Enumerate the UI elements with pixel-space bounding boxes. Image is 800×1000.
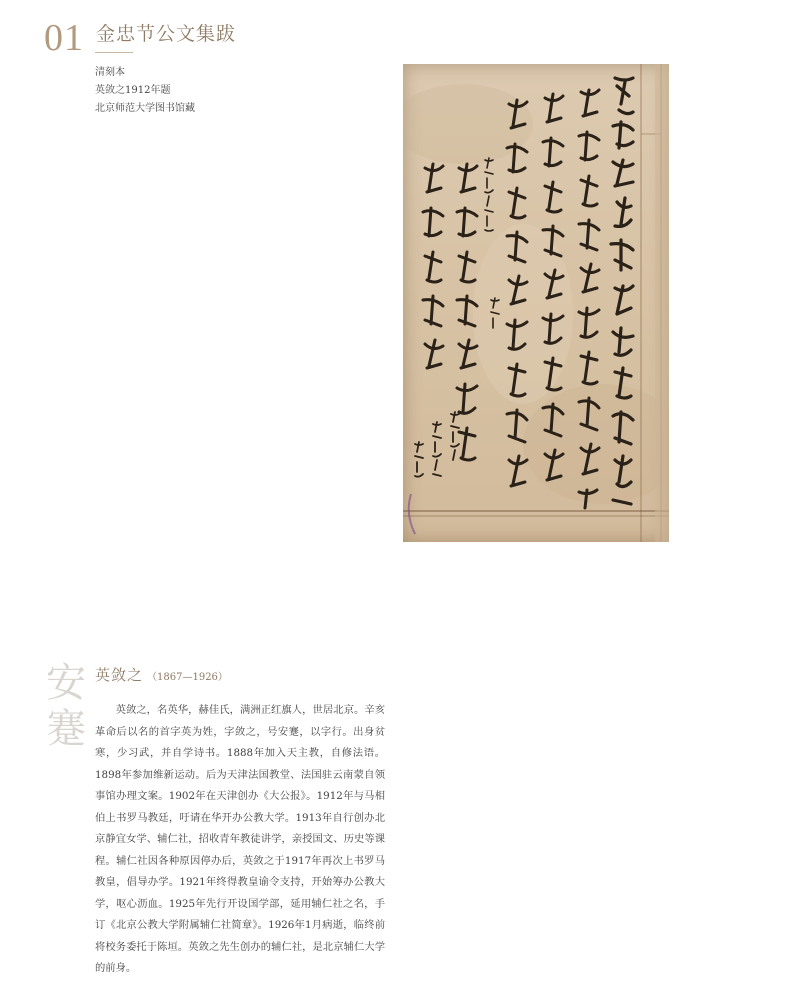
collection-line: 北京师范大学图书馆藏 — [95, 103, 195, 114]
edition-line: 清刻本 — [95, 67, 125, 78]
bio-name: 英敛之 — [95, 666, 144, 684]
bio-paragraph: 英敛之，名英华，赫佳氏，满洲正红旗人，世居北京。辛亥革命后以名的首字英为姓，字敛之，号安蹇，以字行。出身贫寒，少习武，并自学诗书。1888年加入天主教，自修法语。1898年参加维新运动。后为天津法国教堂、法国驻云南蒙自领事馆办理文案。1902年在天津创办《大公报》。1912年与马相伯上书罗马教廷，吁请在华开办公教大学。1913年自行创办北京静宜女学、辅仁社，招收青年教徒讲学，亲授国文、历史等课程。辅仁社因各种原因停办后，英敛之于1917年再次上书罗马教皇，倡导办学。1921年终得教皇谕令支持，开始筹办公教大学，呕心沥血。1925年先行开设国学部，延用辅仁社之名，手订《北京公教大学附属辅仁社简章》。1926年1月病逝，临终前将校务委托于陈垣。英敛之先生创办的辅仁社，是北京辅仁大学的前身。 — [95, 704, 385, 974]
calligraphy-drawing — [403, 64, 669, 542]
section-header — [44, 18, 374, 58]
section-title: 金忠节公文集跋 — [96, 23, 237, 45]
seal-watermark: 安蹇 — [46, 660, 86, 752]
manuscript-image — [403, 64, 669, 542]
title-divider — [95, 52, 133, 53]
section-number: 01 — [44, 17, 84, 59]
bio-heading — [95, 664, 228, 685]
item-metadata — [95, 64, 195, 118]
inscription-line: 英敛之1912年题 — [95, 85, 171, 96]
bio-dates: （1867—1926） — [147, 672, 228, 683]
